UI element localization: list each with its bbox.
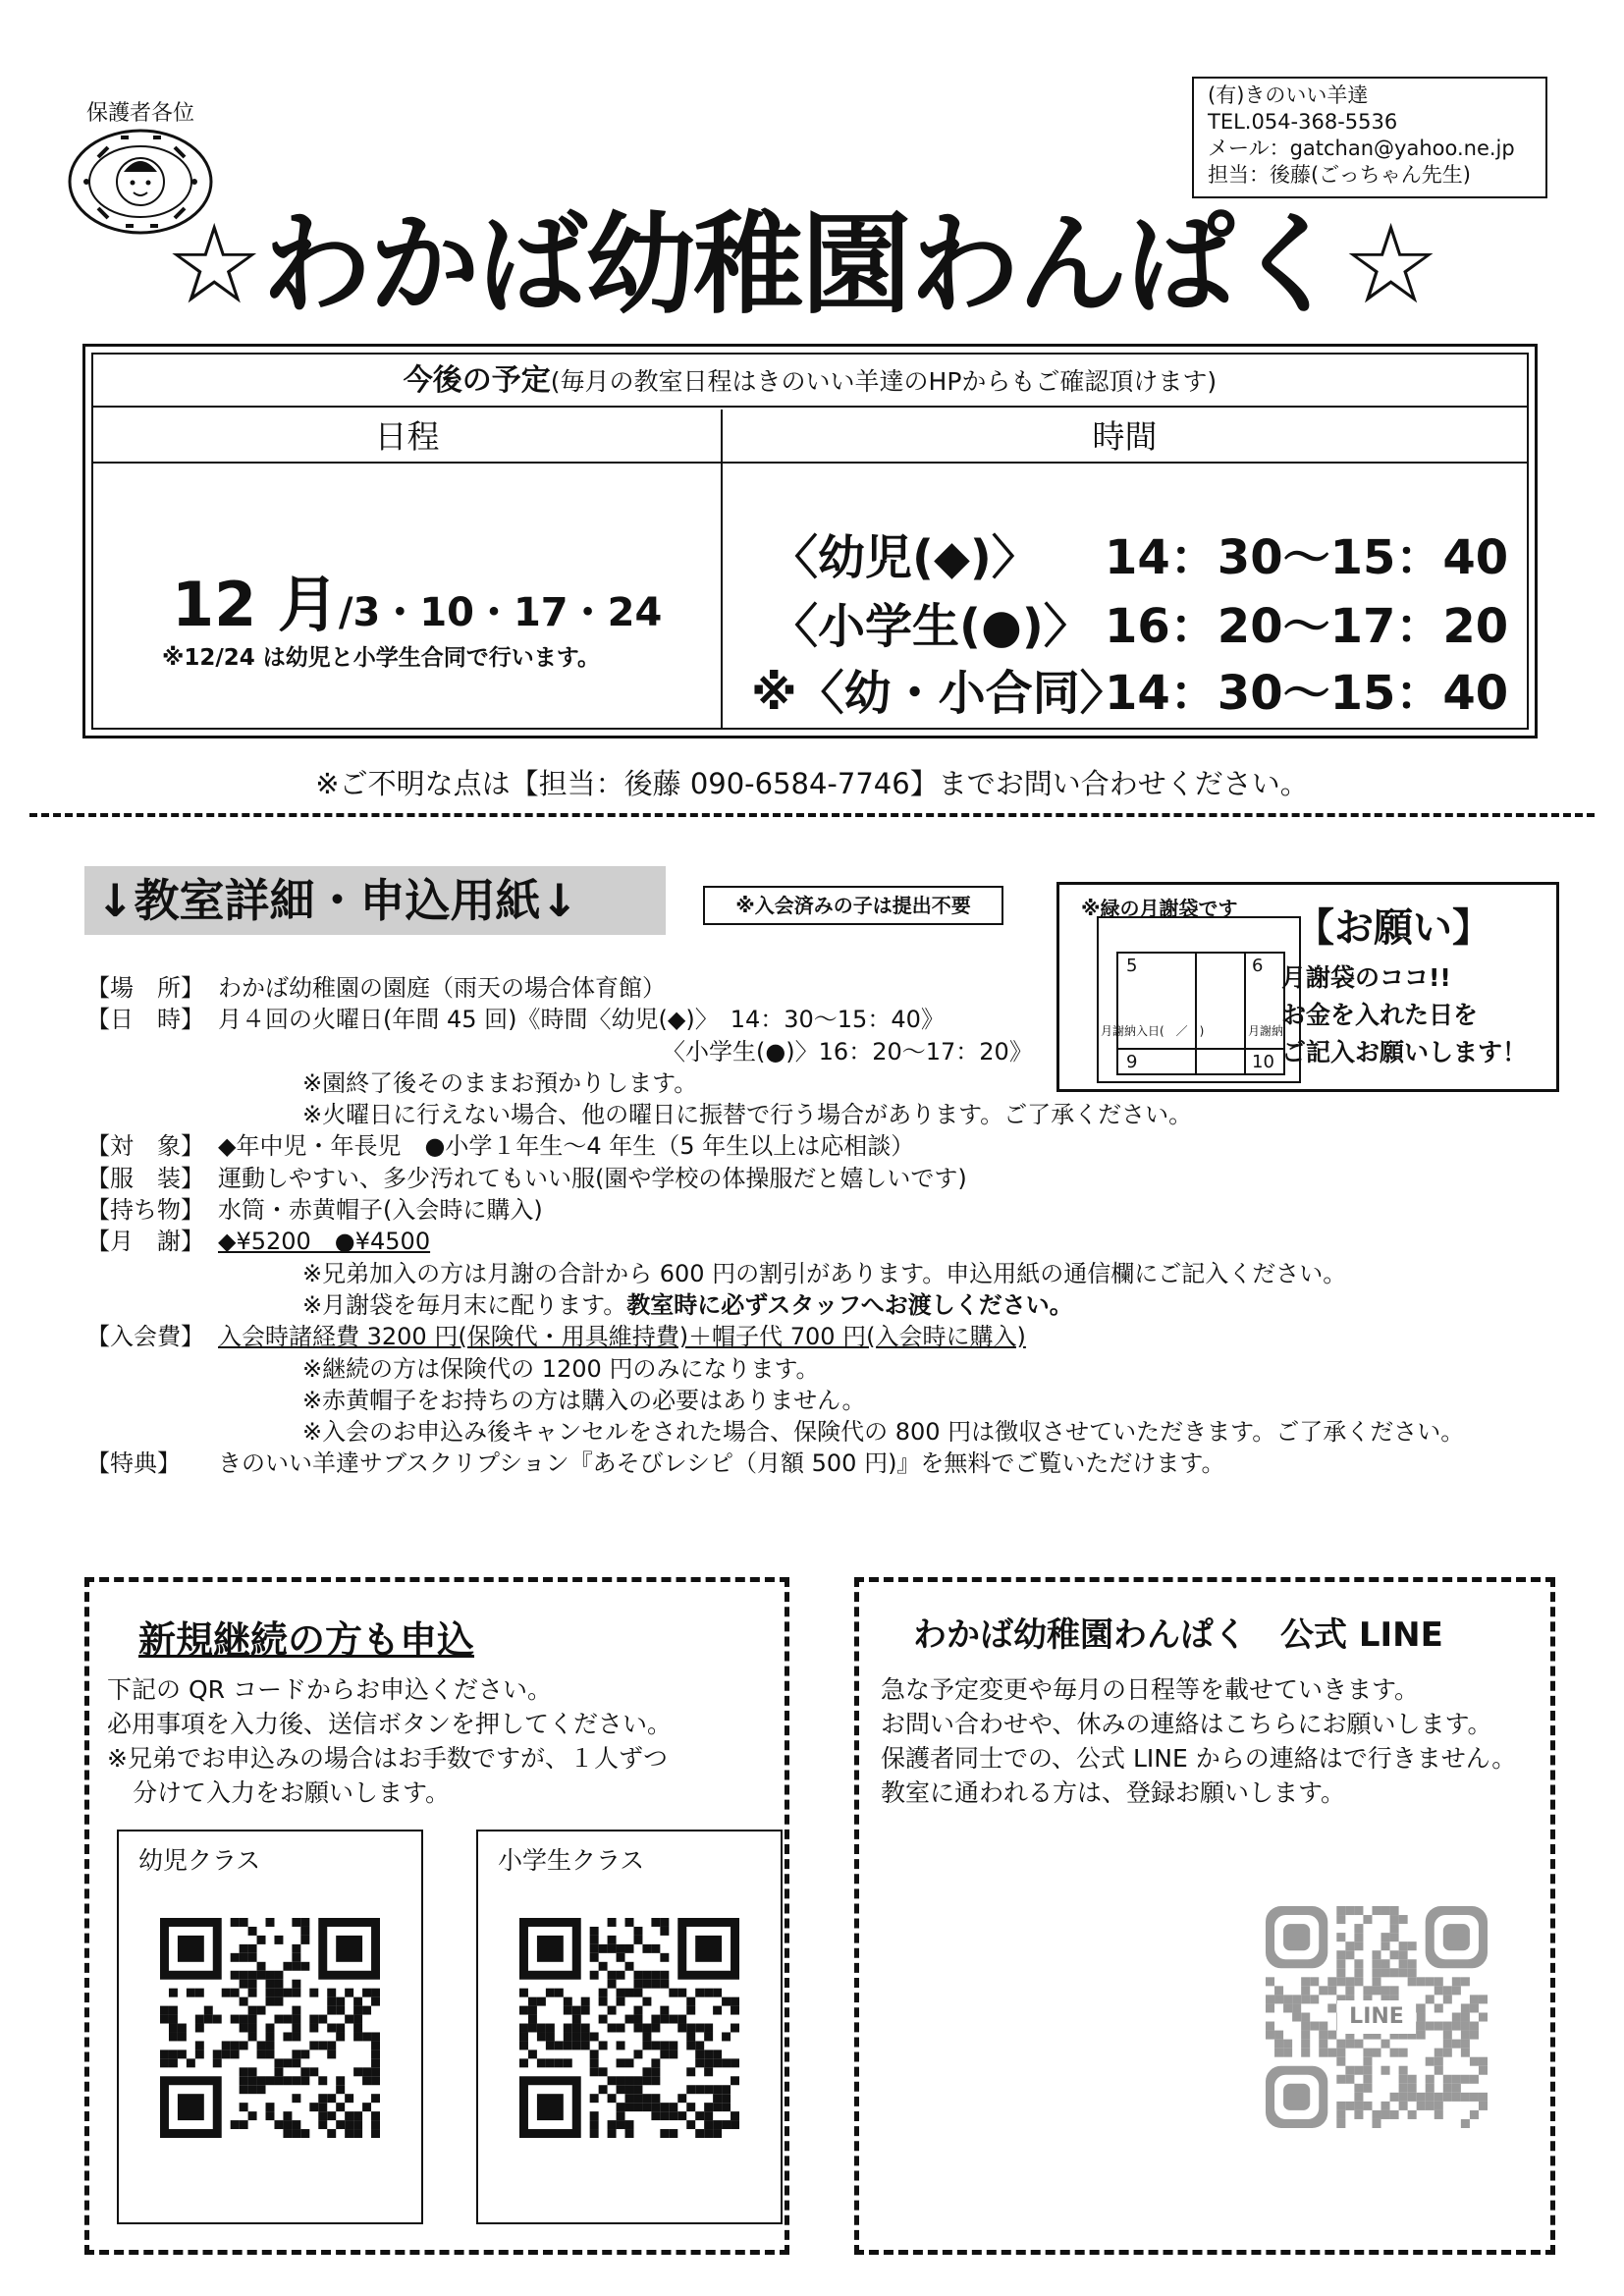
detail-row (86, 1416, 1559, 1448)
detail-value: ◆年中児・年長児 ●小学１年生～4 年生（5 年生以上は応相談） (218, 1132, 915, 1161)
detail-value: ※園終了後そのままお預かりします。 (302, 1068, 698, 1097)
schedule-col-date: 日程 (93, 410, 721, 464)
cut-line (29, 813, 1595, 817)
schedule-heading-note: (毎月の教室日程はきのいい羊達のHPからもご確認頂けます) (550, 367, 1218, 396)
detail-label: 【月 謝】 (86, 1228, 204, 1256)
envelope-entry-label: 月謝納入日( ／ ) (1101, 1024, 1205, 1038)
envelope-cell: 6 (1252, 956, 1264, 976)
apply-box (84, 1577, 789, 2255)
detail-label: 【特典】 (86, 1449, 181, 1478)
detail-label: 【服 装】 (86, 1164, 204, 1192)
schedule-month: 12 月 (172, 569, 339, 640)
line-line: 急な予定変更や毎月の日程等を載せていきます。 (881, 1675, 1420, 1704)
detail-row (86, 1099, 1559, 1130)
detail-label: 【持ち物】 (86, 1196, 204, 1225)
envelope-cell: 5 (1126, 956, 1138, 976)
contact-box (1192, 77, 1547, 198)
apply-text (107, 1672, 672, 1810)
line-title: わかば幼稚園わんぱく 公式 LINE (913, 1615, 1443, 1655)
apply-line: ※兄弟でお申込みの場合はお手数ですが、１人ずつ (107, 1744, 668, 1773)
request-line: お金を入れた日を (1281, 1001, 1479, 1029)
detail-value: 水筒・赤黄帽子(入会時に購入) (218, 1196, 543, 1225)
detail-row (86, 1163, 1559, 1194)
detail-value (218, 1289, 1073, 1321)
detail-value-emphasis: 教室時に必ずスタッフへお渡しください。 (626, 1290, 1073, 1319)
line-box (854, 1577, 1555, 2255)
detail-row (86, 1004, 1559, 1035)
main-title: ☆わかば幼稚園わんぱく☆ (165, 201, 1438, 329)
line-text (881, 1672, 1544, 1810)
schedule-row-label: ※〈幼・小合同〉 (751, 666, 1127, 721)
request-line: 月謝袋のココ!! (1281, 963, 1451, 992)
envelope-cell: 10 (1252, 1052, 1274, 1072)
line-qr-label: LINE (1337, 2000, 1416, 2034)
schedule-date-note: ※12/24 は幼児と小学生合同で行います。 (162, 645, 600, 671)
contact-company: (有)きのいい羊達 (1208, 83, 1369, 107)
detail-row (86, 1036, 1559, 1067)
detail-value: ◆¥5200 ●¥4500 (218, 1228, 431, 1256)
detail-value: ※火曜日に行えない場合、他の曜日に振替で行う場合があります。ご了承ください。 (302, 1101, 1193, 1129)
detail-row (86, 1321, 1559, 1352)
detail-label: 【入会費】 (86, 1323, 204, 1351)
detail-label: 【対 象】 (86, 1132, 204, 1161)
details-list (86, 972, 1559, 1480)
request-line: ご記入お願いします！ (1281, 1038, 1528, 1066)
schedule-row-time: 14：30～15：40 (1105, 666, 1509, 721)
detail-label: 【場 所】 (86, 974, 204, 1002)
schedule-divider (721, 410, 723, 728)
apply-title: 新規継続の方も申込 (138, 1618, 475, 1662)
qr-label-elementary: 小学生クラス (498, 1846, 645, 1875)
details-heading: ↓教室詳細・申込用紙↓ (84, 866, 666, 935)
detail-value: ※赤黄帽子をお持ちの方は購入の必要はありません。 (302, 1386, 866, 1414)
detail-row (86, 1194, 1559, 1226)
schedule-row-time: 16：20～17：20 (1105, 599, 1509, 654)
detail-row (86, 1226, 1559, 1257)
request-title: 【お願い】 (1295, 905, 1491, 951)
detail-value: ※継続の方は保険代の 1200 円のみになります。 (302, 1354, 820, 1383)
detail-value: 月４回の火曜日(年間 45 回)《時間〈幼児(◆)〉 14：30～15：40》 (218, 1006, 945, 1034)
qr-code-elementary[interactable] (519, 1918, 739, 2138)
apply-line: 分けて入力をお願いします。 (133, 1778, 451, 1807)
detail-value: ※入会のお申込み後キャンセルをされた場合、保険代の 800 円は徴収させていただきます。ご了承ください。 (302, 1418, 1465, 1447)
detail-value: 入会時諸経費 3200 円(保険代・用具維持費)＋帽子代 700 円(入会時に購入) (218, 1323, 1026, 1351)
qr-label-infant: 幼児クラス (138, 1846, 261, 1875)
detail-value: 運動しやすい、多少汚れてもいい服(園や学校の体操服だと嬉しいです) (218, 1164, 967, 1192)
schedule-row-label: 〈小学生(●)〉 (771, 599, 1091, 654)
qr-code-infant[interactable] (160, 1918, 380, 2138)
detail-row (86, 1385, 1559, 1416)
contact-tel: TEL.054-368-5536 (1208, 110, 1398, 134)
detail-row (86, 1448, 1559, 1479)
contact-mail: メール：gatchan@yahoo.ne.jp (1208, 137, 1515, 160)
detail-value: 〈小学生(●)〉16：20～17：20》 (662, 1037, 1033, 1066)
detail-row (86, 1130, 1559, 1162)
inquiry-note: ※ご不明な点は【担当：後藤 090-6584-7746】までお問い合わせください。 (315, 767, 1309, 800)
qr-panel-infant (117, 1830, 423, 2224)
envelope-cell: 9 (1126, 1052, 1138, 1072)
detail-value: きのいい羊達サブスクリプション『あそびレシピ（月額 500 円)』を無料でご覧いただけます。 (218, 1449, 1225, 1478)
envelope-caption: ※緑の月謝袋です (1081, 897, 1238, 920)
envelope-entry-label2: 月謝納 (1248, 1024, 1284, 1038)
schedule-row-label: 〈幼児(◆)〉 (771, 530, 1039, 585)
qr-panel-elementary (476, 1830, 783, 2224)
detail-value: ※兄弟加入の方は月謝の合計から 600 円の割引があります。申込用紙の通信欄にご記入ください。 (302, 1259, 1347, 1287)
schedule-col-time: 時間 (723, 410, 1527, 464)
schedule-row-time: 14：30～15：40 (1105, 530, 1509, 585)
schedule-table (82, 344, 1538, 738)
apply-line: 下記の QR コードからお申込ください。 (107, 1675, 552, 1704)
detail-row (86, 1353, 1559, 1385)
line-line: 保護者同士での、公式 LINE からの連絡はで行きません。 (881, 1744, 1517, 1773)
schedule-days: /3・10・17・24 (338, 590, 663, 635)
detail-value: わかば幼稚園の園庭（雨天の場合体育館） (218, 974, 666, 1002)
line-line: お問い合わせや、休みの連絡はこちらにお願いします。 (881, 1710, 1492, 1738)
schedule-heading-title: 今後の予定 (403, 363, 551, 398)
schedule-date (172, 556, 662, 643)
detail-label: 【日 時】 (86, 1006, 204, 1034)
detail-row (86, 972, 1559, 1004)
detail-row (86, 1067, 1559, 1099)
schedule-heading (93, 355, 1527, 408)
detail-value-text: ※月謝袋を毎月末に配ります。 (302, 1290, 627, 1319)
contact-staff: 担当：後藤(ごっちゃん先生) (1208, 163, 1471, 187)
no-submit-note: ※入会済みの子は提出不要 (703, 886, 1003, 925)
addressee: 保護者各位 (86, 101, 195, 126)
apply-line: 必用事項を入力後、送信ボタンを押してください。 (107, 1710, 673, 1738)
detail-row (86, 1289, 1559, 1321)
line-line: 教室に通われる方は、登録お願いします。 (881, 1778, 1346, 1807)
detail-row (86, 1258, 1559, 1289)
